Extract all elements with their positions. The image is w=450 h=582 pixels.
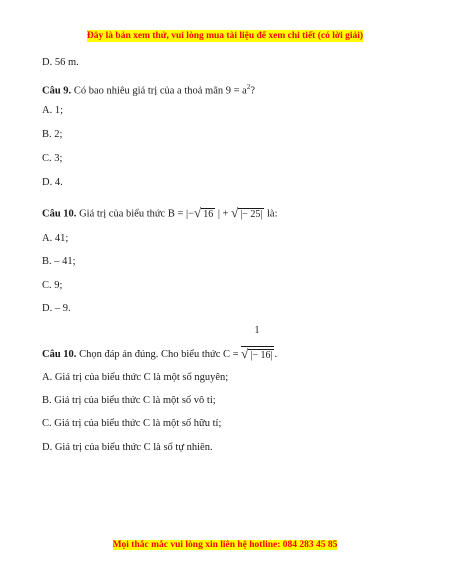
hotline-footer (0, 534, 450, 552)
question-10b-tail: . (274, 348, 278, 360)
fraction-denominator: √ |− 16| (241, 346, 273, 361)
q9-option-c: C. 3; (42, 153, 63, 164)
q10a-option-b: B. – 41; (42, 256, 76, 267)
question-9-tail: ? (250, 85, 255, 97)
question-10b (42, 346, 277, 363)
prev-option-d: D. 56 m. (42, 57, 79, 68)
q9-option-a: A. 1; (42, 105, 63, 116)
question-10b-text: Chọn đáp án đúng. Cho biểu thức C = (79, 348, 239, 360)
fraction-c (238, 325, 276, 338)
question-10a-tail: là: (267, 208, 278, 220)
hotline-footer-text: Mọi thắc mắc vui lòng xin liên hệ hotline: 084 283 45 85 (112, 540, 338, 550)
preview-banner-text: Đây là bản xem thử, vui lòng mua tài liệu để xem chi tiết (có lời giải) (86, 31, 364, 41)
q10a-option-d: D. – 9. (42, 303, 71, 314)
fraction-numerator: 1 (254, 325, 260, 336)
q10a-option-c: C. 9; (42, 280, 63, 291)
question-9 (42, 80, 255, 99)
question-10a (42, 206, 278, 222)
question-9-label: Câu 9. (42, 85, 72, 97)
q10a-option-a: A. 41; (42, 233, 69, 244)
question-9-exponent: 2 (246, 83, 251, 91)
q10b-option-c: C. Giá trị của biểu thức C là một số hữu tỉ; (42, 418, 222, 429)
question-10a-mid: | + (217, 208, 229, 220)
q9-option-b: B. 2; (42, 129, 63, 140)
q9-option-d: D. 4. (42, 177, 63, 188)
sqrt-abs-25: √ |− 25| (231, 205, 263, 220)
preview-banner (0, 25, 450, 43)
q10b-option-b: B. Giá trị của biểu thức C là một số vô tỉ; (42, 395, 216, 406)
question-10b-label: Câu 10. (42, 348, 77, 360)
q10b-option-d: D. Giá trị của biểu thức C là số tự nhiên. (42, 442, 213, 453)
question-10a-label: Câu 10. (42, 208, 77, 220)
question-10a-text: Giá trị của biểu thức B = |− (79, 208, 195, 220)
question-9-text: Có bao nhiêu giá trị của a thoả mãn 9 = a (73, 85, 247, 97)
sqrt-16: √ 16 (194, 205, 214, 220)
q10b-option-a: A. Giá trị của biểu thức C là một số nguyên; (42, 372, 229, 383)
